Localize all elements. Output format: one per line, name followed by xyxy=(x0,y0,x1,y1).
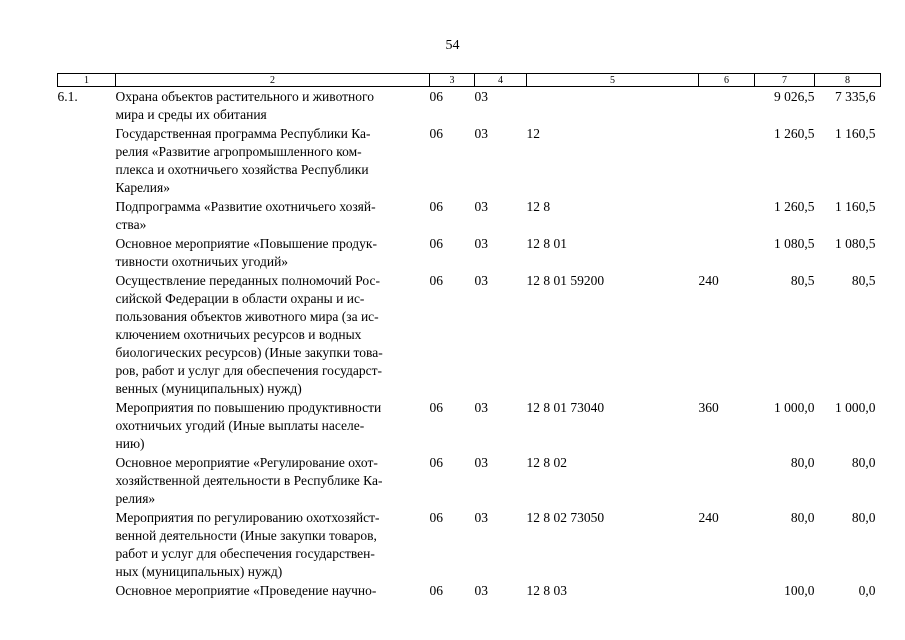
row-amount-1: 80,0 xyxy=(790,510,815,525)
column-number: 4 xyxy=(475,74,527,87)
row-subsection: 03 xyxy=(474,199,488,214)
row-section: 06 xyxy=(429,583,443,598)
row-name: Охрана объектов растительного и животного мира и среды их обитания xyxy=(115,89,374,122)
row-name: Осуществление переданных полномочий Рос- сийской Федерации в области охраны и ис- пользования объектов животного мира (за ис- ключением охотничьих ресурсов и водных биологических ресурсов) (Иные закупки това- ров, работ и услуг для обеспечения государст- венных (муниципальных) нужд) xyxy=(115,273,383,396)
row-target-article: 12 8 01 73040 xyxy=(526,400,605,415)
row-code xyxy=(58,453,116,508)
page-number: 54 xyxy=(445,38,460,53)
row-amount-2: 0,0 xyxy=(858,583,876,598)
row-amount-1: 1 080,5 xyxy=(774,236,815,251)
row-section: 06 xyxy=(429,126,443,141)
row-target-article xyxy=(527,87,699,125)
row-target-article: 12 8 01 59200 xyxy=(526,273,605,288)
row-expense-type xyxy=(699,581,755,600)
row-expense-type: 360 xyxy=(698,400,719,415)
row-expense-type xyxy=(699,234,755,271)
row-target-article: 12 8 xyxy=(526,199,551,214)
row-target-article: 12 8 02 xyxy=(526,455,567,470)
row-expense-type: 240 xyxy=(698,273,719,288)
table-row xyxy=(58,124,881,197)
row-amount-1: 1 000,0 xyxy=(774,400,815,415)
row-subsection: 03 xyxy=(474,126,488,141)
table-row xyxy=(58,581,881,600)
row-target-article: 12 8 01 xyxy=(526,236,567,251)
row-subsection: 03 xyxy=(474,510,488,525)
row-expense-type: 240 xyxy=(698,510,719,525)
row-amount-1: 1 260,5 xyxy=(774,126,815,141)
row-subsection: 03 xyxy=(474,89,488,104)
row-amount-1: 9 026,5 xyxy=(774,89,815,104)
row-section: 06 xyxy=(429,400,443,415)
table-row xyxy=(58,197,881,234)
row-target-article: 12 xyxy=(526,126,540,141)
table-row xyxy=(58,234,881,271)
row-subsection: 03 xyxy=(474,583,488,598)
row-expense-type xyxy=(699,87,755,125)
row-name: Подпрограмма «Развитие охотничьего хозяй- ства» xyxy=(115,199,376,232)
row-name: Государственная программа Республики Ка- релия «Развитие агропромышленного ком- плекса и охотничьего хозяйства Республики Карелия» xyxy=(115,126,371,195)
column-number: 7 xyxy=(755,74,815,87)
row-code xyxy=(58,197,116,234)
budget-table xyxy=(57,73,881,600)
row-amount-2: 80,0 xyxy=(851,455,876,470)
row-amount-2: 1 080,5 xyxy=(835,236,876,251)
row-target-article: 12 8 03 xyxy=(526,583,567,598)
row-target-article: 12 8 02 73050 xyxy=(526,510,605,525)
column-number: 1 xyxy=(58,74,116,87)
row-subsection: 03 xyxy=(474,273,488,288)
column-number: 2 xyxy=(116,74,430,87)
row-code xyxy=(58,581,116,600)
row-amount-1: 80,0 xyxy=(790,455,815,470)
row-amount-1: 80,5 xyxy=(790,273,815,288)
row-section: 06 xyxy=(429,199,443,214)
row-subsection: 03 xyxy=(474,400,488,415)
row-section: 06 xyxy=(429,89,443,104)
row-amount-2: 1 160,5 xyxy=(835,126,876,141)
row-code xyxy=(58,398,116,453)
row-amount-1: 100,0 xyxy=(784,583,815,598)
row-subsection: 03 xyxy=(474,236,488,251)
table-body xyxy=(58,87,881,601)
table-row xyxy=(58,87,881,125)
row-name: Основное мероприятие «Регулирование охот- хозяйственной деятельности в Республике Ка- релия» xyxy=(115,455,383,506)
row-name: Основное мероприятие «Проведение научно- xyxy=(115,583,377,598)
row-code: 6.1. xyxy=(57,89,78,104)
row-code xyxy=(58,508,116,581)
row-section: 06 xyxy=(429,455,443,470)
table-row xyxy=(58,271,881,398)
column-number: 5 xyxy=(527,74,699,87)
table-row xyxy=(58,398,881,453)
column-number: 6 xyxy=(699,74,755,87)
table-row xyxy=(58,508,881,581)
row-name: Мероприятия по повышению продуктивности охотничьих угодий (Иные выплаты населе- нию) xyxy=(115,400,382,451)
row-section: 06 xyxy=(429,510,443,525)
row-amount-2: 80,5 xyxy=(851,273,876,288)
table-row xyxy=(58,453,881,508)
row-expense-type xyxy=(699,453,755,508)
column-number: 3 xyxy=(430,74,475,87)
row-code xyxy=(58,124,116,197)
row-amount-1: 1 260,5 xyxy=(774,199,815,214)
row-name: Мероприятия по регулированию охотхозяйст- венной деятельности (Иные закупки товаров, работ и услуг для обеспечения государствен- ных (муниципальных) нужд) xyxy=(115,510,380,579)
row-amount-2: 1 000,0 xyxy=(835,400,876,415)
row-code xyxy=(58,271,116,398)
row-expense-type xyxy=(699,124,755,197)
row-section: 06 xyxy=(429,273,443,288)
row-amount-2: 7 335,6 xyxy=(835,89,876,104)
column-number: 8 xyxy=(815,74,881,87)
row-expense-type xyxy=(699,197,755,234)
row-amount-2: 1 160,5 xyxy=(835,199,876,214)
row-name: Основное мероприятие «Повышение продук- тивности охотничьих угодий» xyxy=(115,236,377,269)
table-header xyxy=(58,74,881,87)
column-numbers-row xyxy=(58,74,881,87)
row-code xyxy=(58,234,116,271)
row-amount-2: 80,0 xyxy=(851,510,876,525)
row-subsection: 03 xyxy=(474,455,488,470)
row-section: 06 xyxy=(429,236,443,251)
